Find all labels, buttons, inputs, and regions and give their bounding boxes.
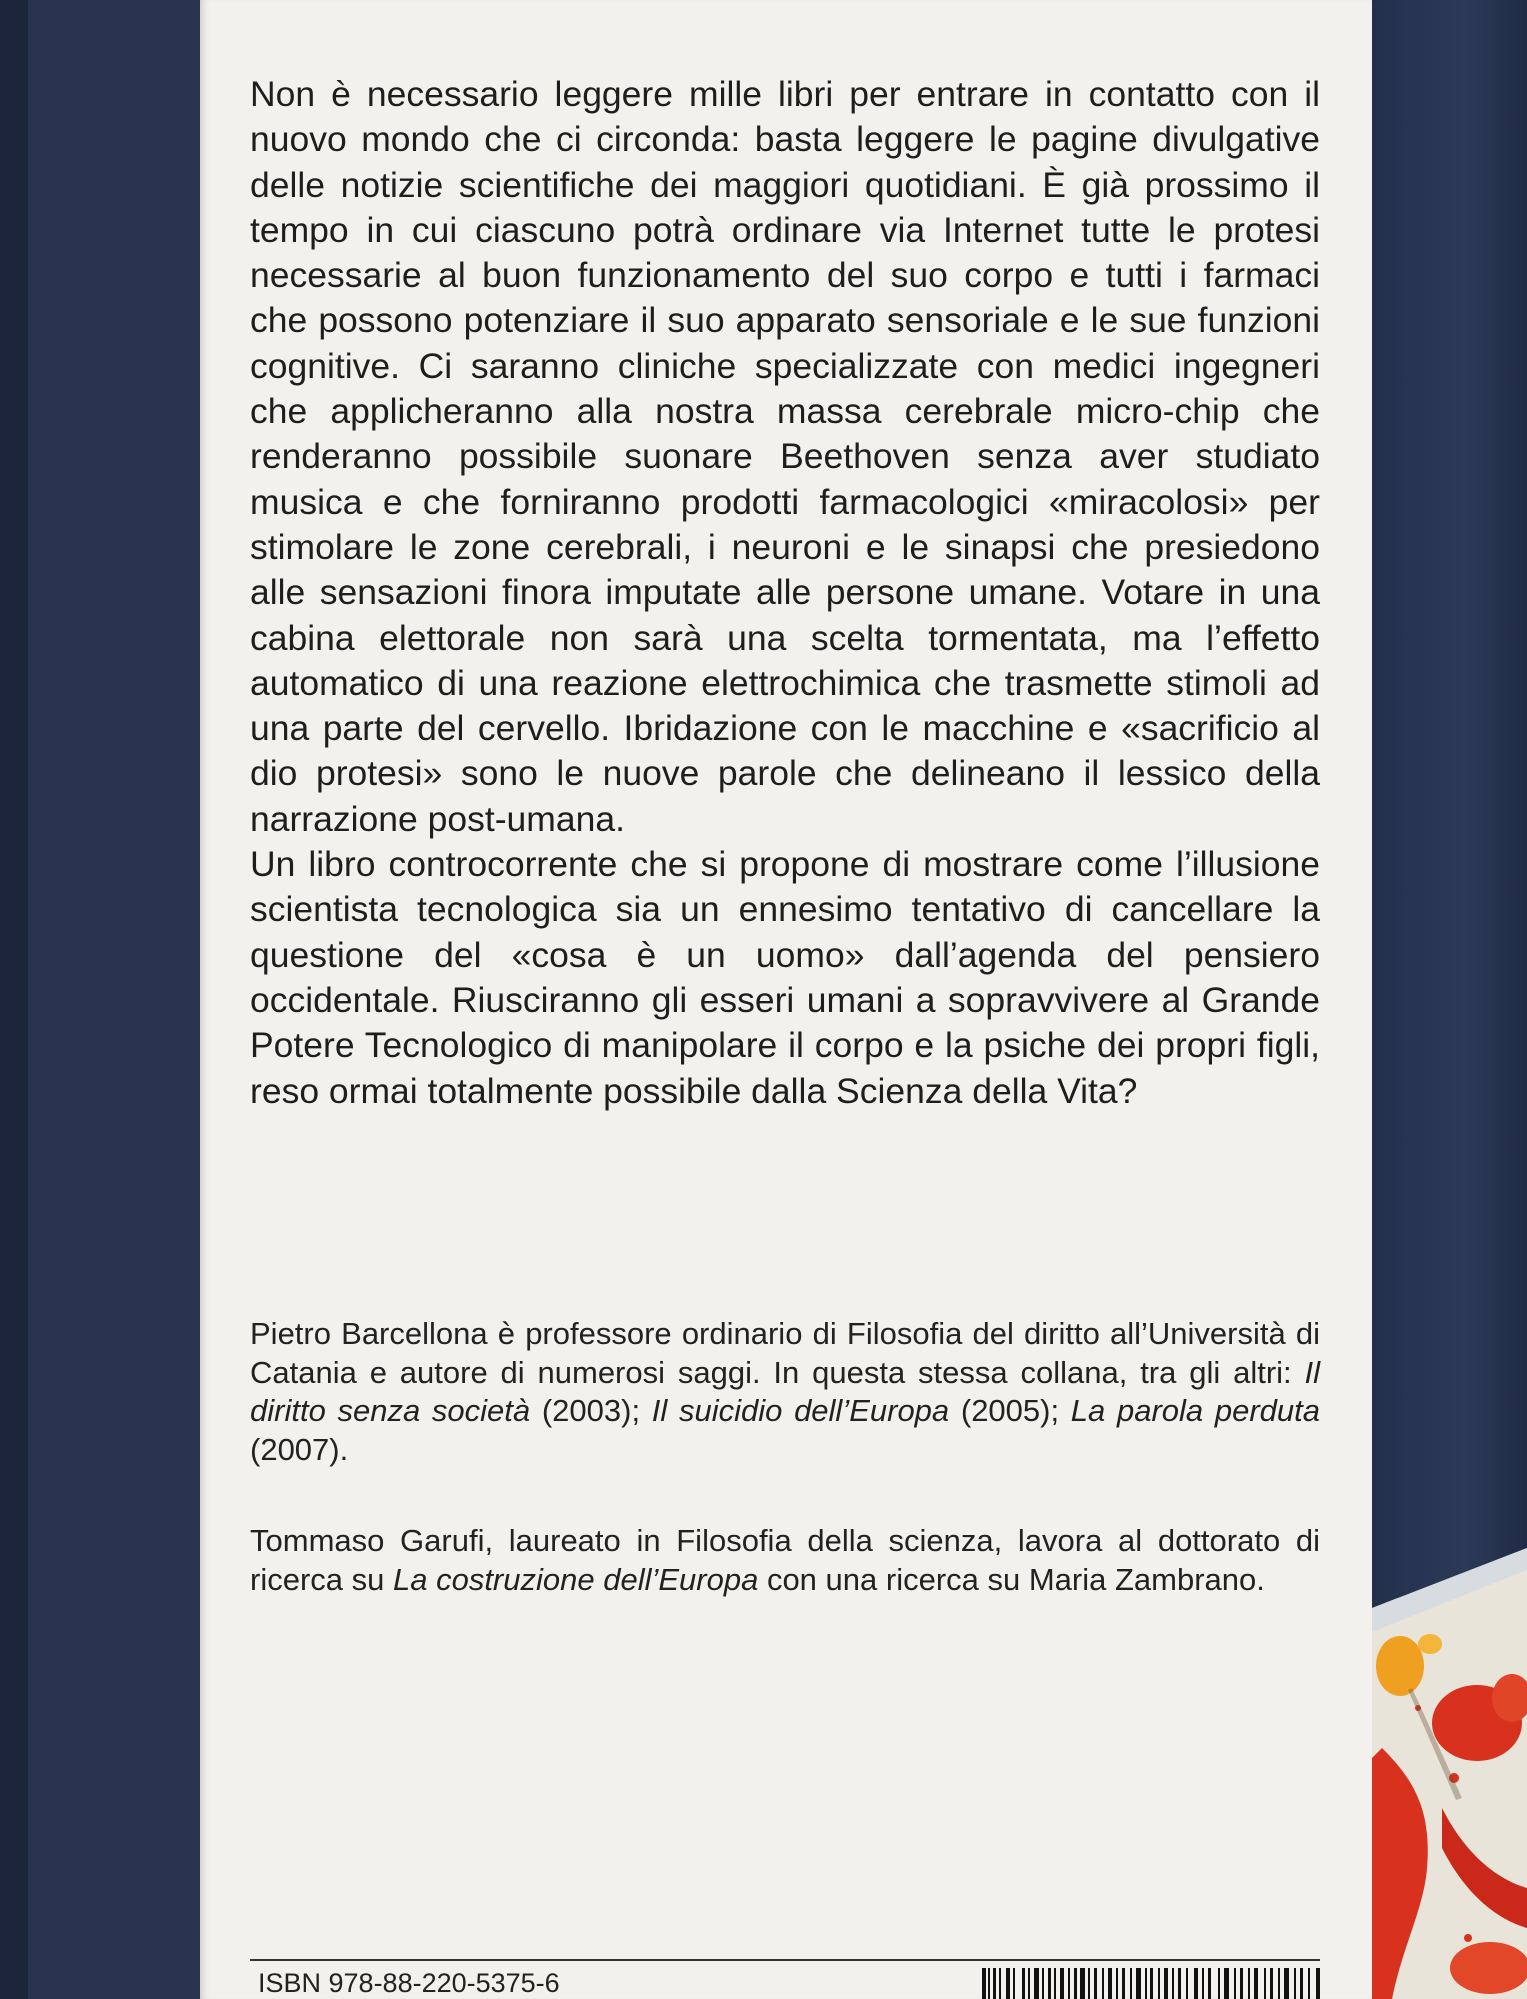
blurb-paragraph: Un libro controcorrente che si propone di mostrare come l’illusione scientista tecnologica sia un ennesimo tentativo di cancellare la questione del «cosa è un uomo» dall’agenda del pensiero occidentale. Riusciranno gli esseri umani a sopravvivere al Grande Potere Tecnologico di manipolare il corpo e la psiche dei propri figli, reso ormai totalmente possibile dalla Scienza della Vita? bbox=[250, 844, 1320, 1111]
author-bio bbox=[250, 1315, 1320, 1469]
coauthor-bio-text: Tommaso Garufi, laureato in Filosofia della scienza, lavora al dottorato di ricerca su bbox=[250, 1523, 1320, 1597]
paint-splash-image bbox=[1372, 1548, 1527, 1999]
book-title: La costruzione dell’Europa bbox=[392, 1561, 759, 1597]
isbn-label: ISBN 978-88-220-5375-6 bbox=[258, 1968, 560, 1998]
author-bio-text: Pietro Barcellona è professore ordinario di Filosofia del diritto all’Università di Catania e autore di numerosi saggi. In questa stessa collana, tra gli altri: bbox=[250, 1316, 1320, 1390]
book-title: Il diritto senza società bbox=[250, 1354, 1320, 1428]
book-blurb bbox=[250, 72, 1320, 1114]
cover-painting-fragment bbox=[1372, 1548, 1527, 1999]
author-bio-text: (2007). bbox=[250, 1431, 349, 1467]
coauthor-bio-text: con una ricerca su Maria Zambrano. bbox=[758, 1561, 1265, 1597]
author-bio-text: (2003); bbox=[530, 1393, 652, 1428]
footer-divider bbox=[250, 1959, 1320, 1961]
cover-spine-edge bbox=[0, 0, 28, 1999]
book-title: La parola perduta bbox=[1070, 1393, 1320, 1428]
barcode-image bbox=[982, 1968, 1322, 1999]
coauthor-bio bbox=[250, 1522, 1320, 1599]
author-bio-text: (2005); bbox=[949, 1393, 1071, 1428]
back-cover-page bbox=[200, 0, 1372, 1999]
blurb-paragraph: Non è necessario leggere mille libri per entrare in contatto con il nuovo mondo che ci circonda: basta leggere le pagine divulgative delle notizie scientifiche dei maggiori quotidiani. È già prossimo il tempo in cui ciascuno potrà ordinare via Internet tutte le protesi necessarie al buon funzionamento del suo corpo e tutti i farmaci che possono potenziare il suo apparato sensoriale e le sue funzioni cognitive. Ci saranno cliniche specializzate con medici ingegneri che applicheranno alla nostra massa cerebrale micro-chip che renderanno possibile suonare Beethoven senza aver studiato musica e che forniranno prodotti farmacologici «miracolosi» per stimolare le zone cerebrali, i neuroni e le sinapsi che presiedono alle sensazioni finora imputate alle persone umane. Votare in una cabina elettorale non sarà una scelta tormentata, ma l’effetto automatico di una reazione elettrochimica che trasmette stimoli ad una parte del cervello. Ibridazione con le macchine e «sacrificio al dio protesi» sono le nuove parole che delineano il lessico della narrazione post-umana. bbox=[250, 74, 1320, 839]
book-title: Il suicidio dell’Europa bbox=[651, 1393, 950, 1428]
